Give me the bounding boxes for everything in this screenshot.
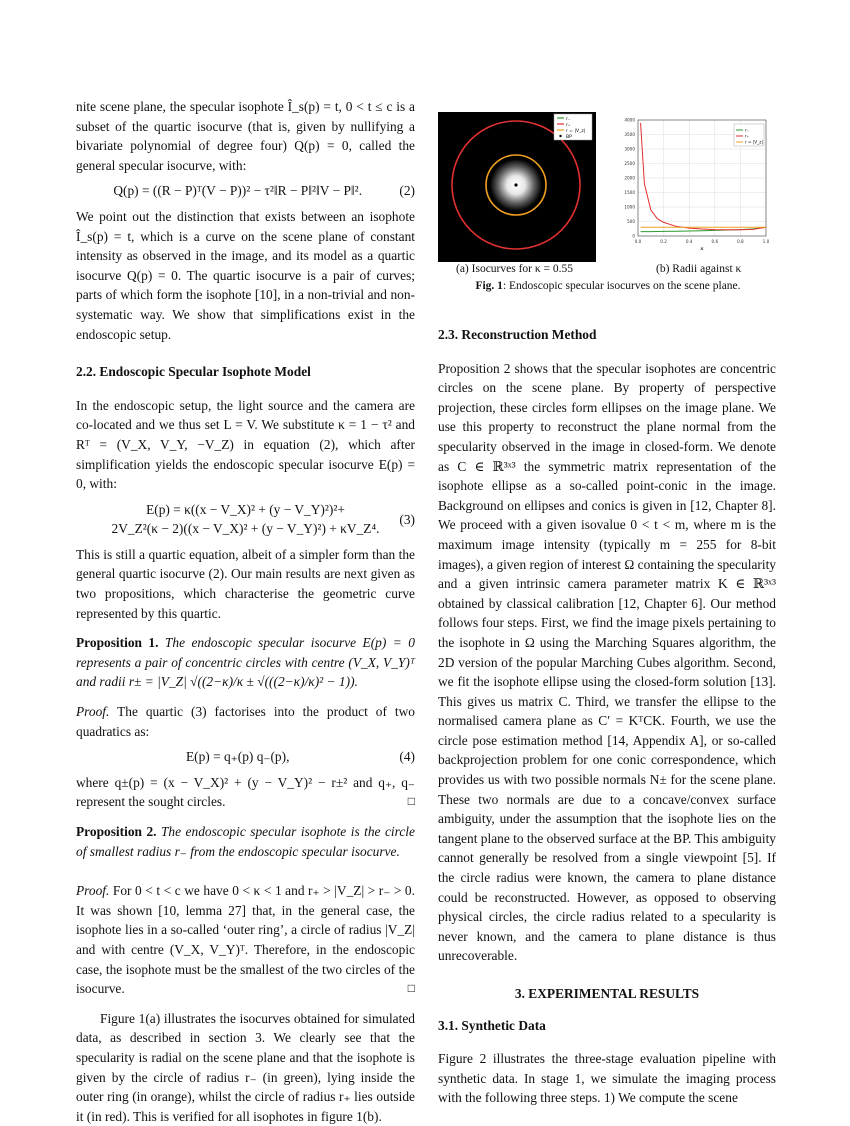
x-axis-label: κ bbox=[700, 246, 704, 252]
legend-a-r-plus: r₊ bbox=[566, 123, 571, 128]
y-tick-label: 3500 bbox=[624, 132, 635, 137]
bp-point bbox=[514, 183, 517, 186]
proposition-1-label: Proposition 1. bbox=[76, 635, 159, 651]
left-column bbox=[76, 97, 415, 1126]
proof-1 bbox=[76, 702, 415, 741]
y-tick-label: 3000 bbox=[624, 146, 635, 152]
equation-4-number: (4) bbox=[399, 749, 415, 765]
section-heading-2-2: 2.2. Endoscopic Specular Isophote Model bbox=[76, 364, 311, 380]
figure-1 bbox=[438, 112, 778, 312]
proof-2 bbox=[76, 881, 415, 999]
proof-1-end-text: where q±(p) = (x − V_X)² + (y − V_Y)² − r±² and q₊, q₋ represent the sought circles. bbox=[76, 774, 415, 810]
caption-a: (a) Isocurves for κ = 0.55 bbox=[456, 263, 574, 275]
paragraph-endoscopic-setup: In the endoscopic setup, the light source and the camera are co-located and we thus set L = V. We substitute κ = 1 − τ² and Rᵀ = (V_X, V_Y, −V_Z) in equation (2), which after simplification yields the endoscopic specular isocurve E(p) = 0, with: bbox=[76, 397, 415, 492]
caption-b: (b) Radii against κ bbox=[656, 263, 742, 275]
x-tick-label: 0.2 bbox=[660, 239, 667, 244]
qed-symbol: □ bbox=[407, 981, 415, 996]
proposition-2-label: Proposition 2. bbox=[76, 824, 157, 839]
legend-entry: r₋ bbox=[745, 127, 749, 133]
equation-3-number: (3) bbox=[399, 511, 415, 527]
proposition-2-text: The endoscopic specular isophote is the circle of smallest radius r₋ from the endoscopic specular isocurve. bbox=[76, 824, 415, 859]
equation-3-line-2: 2V_Z²(κ − 2)((x − V_X)² + (y − V_Y)²) + κV_Z⁴. bbox=[111, 521, 380, 537]
figure-1a-isocurves bbox=[438, 112, 596, 262]
legend-entry: r₊ bbox=[745, 133, 749, 139]
proof-2-label: Proof. bbox=[76, 883, 110, 899]
paragraph-reconstruction-method: Proposition 2 shows that the specular isophotes are concentric circles on the scene plane. By property of perspective projection, these circles form ellipses on the image plane. We use this property to reconstruct the plane normal from the specularity observed in the image in closed-form. We denote as C ∈ ℝ³ˣ³ the symmetric matrix representation of the isophote ellipse as a so-called point-conic in the image. Background on ellipses and conics is given in [12, Chapter 8]. We proceed with a given isovalue 0 < t < m, where m is the maximum image intensity (typically m = 255 for 8-bit images), a given region of interest Ω containing the specularity and a given intrinsic camera parameter matrix K ∈ ℝ³ˣ³ obtained by classical calibration [12, Chapter 6]. Our method follows four steps. First, we find the image pixels pertaining to the isophote in Ω using the Marching Squares algorithm, the 2D version of the popular Marching Cubes algorithm. Second, we fit the isophote ellipse using the closed-form solution [13]. This gives us matrix C. Third, we transfer the ellipse to the normalised camera plane as C′ = KᵀCK. Fourth, we use the circle pose estimation method [14, Appendix A], or so-called backprojection problem for one conic correspondence, which provides us with two possible normals N± for the scene plane. These two normals are due to a concave/convex surface ambiguity, under the assumption that the isophote lies on the tangent plane to the observed surface at the BP. This ambiguity cannot generally be resolved from a single viewpoint [5]. If the circle radius were known, the camera to plane distance could be reconstructed. However, as opposed to observing physical circles, the circle radius related to a specularity is never known, and the camera to plane distance is thus unrecoverable. bbox=[438, 360, 776, 964]
figure-1b-radii-chart bbox=[616, 112, 778, 262]
paragraph-isophote-distinction: We point out the distinction that exists between an isophote Î_s(p) = t, which is a curve on the scene plane of constant intensity as observed in the image, and its model as a quartic isocurve Q(p) = 0. The quartic isocurve is a pair of curves; parts of which form the isophote [10], in a non-trivial and non-systematic way. We show that simplifications exist in the endoscopic setup. bbox=[76, 208, 415, 342]
proposition-1-text: The endoscopic specular isocurve E(p) = 0 represents a pair of concentric circles with centre (V_X, V_Y)ᵀ and radii r± = |V_Z| √((2−κ)/κ ± √(((2−κ)/κ)² − 1)). bbox=[76, 635, 415, 690]
isocurves-plot bbox=[438, 112, 596, 262]
proof-1-label: Proof. bbox=[76, 704, 110, 720]
right-column bbox=[438, 325, 776, 1108]
qed-symbol: □ bbox=[407, 794, 415, 809]
paragraph-intro: nite scene plane, the specular isophote Î_s(p) = t, 0 < t ≤ c is a subset of the quartic isocurve (that is, given by nullifying a bivariate polynomial of degree four) Q(p) = 0, called the general specular isocurve, with: bbox=[76, 99, 415, 173]
y-tick-label: 1500 bbox=[624, 190, 635, 195]
x-tick-label: 0.0 bbox=[634, 239, 642, 244]
equation-2-body: Q(p) = ((R − P)ᵀ(V − P))² − τ²‖R − P‖²‖V − P‖². bbox=[113, 183, 363, 199]
proposition-1 bbox=[76, 633, 415, 692]
section-heading-3-1: 3.1. Synthetic Data bbox=[438, 1017, 546, 1033]
proof-1-text: The quartic (3) factorises into the product of two quadratics as: bbox=[76, 704, 415, 739]
legend-a-r-minus: r₋ bbox=[566, 117, 571, 122]
proof-1-conclusion bbox=[76, 773, 415, 812]
y-tick-label: 4000 bbox=[624, 117, 635, 123]
section-heading-2-3: 2.3. Reconstruction Method bbox=[438, 327, 597, 342]
isocurves-legend bbox=[554, 114, 592, 140]
y-tick-label: 2500 bbox=[624, 161, 635, 166]
y-tick-label: 2000 bbox=[624, 175, 635, 181]
x-tick-label: 1.0 bbox=[762, 239, 770, 244]
equation-2 bbox=[76, 181, 415, 201]
x-tick-label: 0.8 bbox=[737, 239, 744, 244]
equation-3 bbox=[76, 500, 415, 539]
proposition-2 bbox=[76, 822, 415, 861]
paragraph-synthetic-data: Figure 2 illustrates the three-stage evaluation pipeline with synthetic data. In stage 1, we simulate the imaging process with the following three steps. 1) We compute the scene bbox=[438, 1051, 776, 1106]
y-tick-label: 0 bbox=[632, 233, 635, 239]
legend-a-bp: BP bbox=[566, 135, 572, 140]
figure-caption-text: : Endoscopic specular isocurves on the scene plane. bbox=[502, 280, 741, 292]
paragraph-quartic-note: This is still a quartic equation, albeit of a simpler form than the general quartic isocurve (2). Our main results are next given as two propositions, which characterise the geometric curve represented by this quartic. bbox=[76, 546, 415, 621]
radii-chart-svg bbox=[616, 112, 778, 262]
legend-entry: r = |V_z| bbox=[745, 139, 763, 145]
y-tick-label: 1000 bbox=[624, 204, 635, 210]
equation-3-line-1: E(p) = κ((x − V_X)² + (y − V_Y)²)²+ bbox=[146, 501, 345, 517]
figure-caption bbox=[438, 280, 778, 292]
equation-4 bbox=[76, 747, 415, 767]
equation-2-number: (2) bbox=[399, 183, 415, 199]
proof-2-text: For 0 < t < c we have 0 < κ < 1 and r₊ > |V_Z| > r₋ > 0. It was shown [10, lemma 27] that, in the general case, the isophote lies in a so-called ‘outer ring’, a circle of radius |V_Z| and with centre (V_X, V_Y)ᵀ. Therefore, in the endoscopic case, the isophote must be the smallest of the two circles of the isocurve. bbox=[76, 883, 415, 997]
figure-caption-label: Fig. 1 bbox=[475, 280, 503, 292]
x-tick-label: 0.6 bbox=[711, 239, 719, 244]
equation-4-body: E(p) = q₊(p) q₋(p), bbox=[185, 749, 290, 765]
paragraph-figure-1-discussion: Figure 1(a) illustrates the isocurves obtained for simulated data, as described in section 3. We clearly see that the specularity is radial on the scene plane and that the isophote is given by the circle of radius r₋ (in green), lying inside the outer ring (in orange), whilst the circle of radius r₊ lies outside it (in red). This is verified for all isophotes in figure 1(b). bbox=[76, 1010, 415, 1124]
section-heading-3: 3. EXPERIMENTAL RESULTS bbox=[514, 986, 700, 1001]
x-tick-label: 0.4 bbox=[685, 239, 693, 244]
y-tick-label: 500 bbox=[627, 219, 635, 224]
legend-a-outer: r = |V_z| bbox=[566, 129, 586, 134]
